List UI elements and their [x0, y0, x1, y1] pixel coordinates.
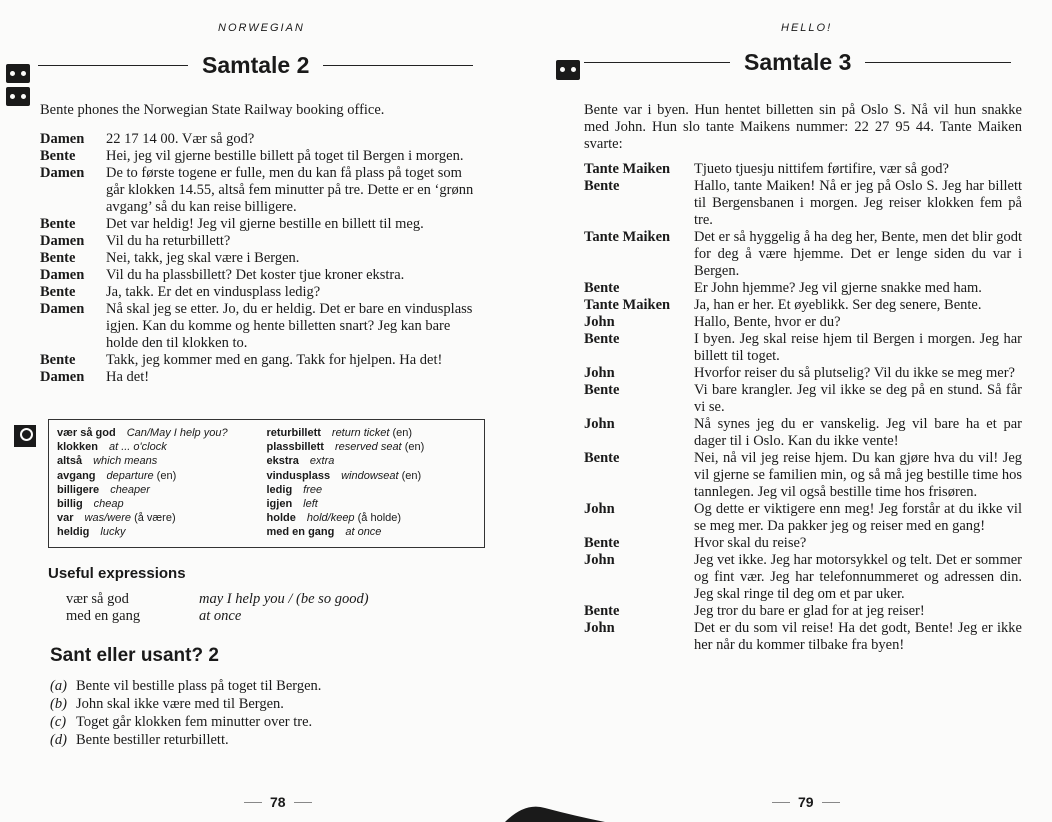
vocab-english: at ... o'clock: [108, 441, 167, 454]
running-head: NORWEGIAN: [218, 22, 305, 34]
dialogue-line: [40, 165, 482, 216]
expression-english: may I help you / (be so good): [199, 591, 369, 607]
expressions-list: [66, 591, 486, 625]
speaker-name: John: [584, 501, 615, 517]
expression-norwegian: vær så god: [66, 591, 129, 607]
title-rule-left: [584, 62, 730, 63]
vocab-grammar-note: (en): [401, 469, 422, 482]
vocabulary-entry: [57, 454, 267, 468]
statement-label: (d): [50, 732, 67, 748]
dialogue-text: Tjueto tjuesju nittifem førtifire, vær så god?: [694, 161, 949, 177]
statement-item: [50, 695, 480, 713]
dialogue-line: [40, 267, 482, 284]
speaker-name: John: [584, 620, 615, 636]
vocabulary-entry: [267, 483, 477, 497]
intro-text: Bente var i byen. Hun hentet billetten sin på Oslo S. Nå vil hun snakke med John. Hun slo tante Maikens nummer: 22 27 95 44. Tante Maiken svarte:: [584, 102, 1022, 152]
vocabulary-entry: [267, 497, 477, 511]
vocab-norwegian: klokken: [57, 441, 98, 454]
statement-text: Bente vil bestille plass på toget til Bergen.: [76, 678, 322, 694]
speaker-name: Bente: [40, 250, 76, 266]
dialogue-text: Nå skal jeg se etter. Jo, du er heldig. Det er bare en vindusplass igjen. Kan du komme og hente billetten snart? Jeg kan bare holde den til klokken to.: [106, 301, 473, 351]
dialogue: [40, 131, 482, 386]
dialogue-line: [584, 365, 1022, 382]
vocab-norwegian: billigere: [57, 483, 100, 496]
speaker-name: Bente: [40, 352, 76, 368]
video-cassette-icon: [6, 87, 30, 106]
vocab-norwegian: med en gang: [266, 526, 335, 539]
speaker-name: Tante Maiken: [584, 229, 671, 245]
expression-row: [66, 608, 486, 625]
vocabulary-entry: [267, 511, 477, 525]
speaker-name: Damen: [40, 267, 85, 283]
dialogue-line: [584, 450, 1022, 501]
dialogue-line: [584, 229, 1022, 280]
dialogue-text: Hvorfor reiser du så plutselig? Vil du ikke se meg mer?: [694, 365, 1015, 381]
dialogue-text: Jeg tror du bare er glad for at jeg reiser!: [694, 603, 925, 619]
dialogue-text: Jeg vet ikke. Jeg har motorsykkel og telt. Det er sommer og fint vær. Jeg har telefonnummeret og adressen din. Jeg skal ringe til deg om et par uker.: [694, 552, 1022, 602]
statements-list: [50, 677, 480, 749]
speaker-name: Bente: [40, 148, 76, 164]
true-false-heading: Sant eller usant? 2: [50, 645, 219, 666]
vocab-norwegian: returbillett: [266, 427, 321, 439]
speaker-name: Damen: [40, 233, 85, 249]
dialogue-text: Vi bare krangler. Jeg vil ikke se deg på en stund. Så får vi se.: [694, 382, 1022, 415]
dialogue-text: Takk, jeg kommer med en gang. Takk for hjelpen. Ha det!: [106, 352, 443, 368]
dialogue-text: Nå synes jeg du er vanskelig. Jeg vil bare ha et par dager til i Oslo. Kan du ikke vente!: [694, 416, 1022, 449]
dialogue-line: [584, 416, 1022, 450]
dialogue-line: [584, 297, 1022, 314]
speaker-name: Bente: [40, 216, 76, 232]
speaker-name: Bente: [584, 382, 620, 398]
audio-cassette-icon: [556, 60, 580, 80]
vocabulary-entry: [57, 483, 267, 497]
vocab-norwegian: ekstra: [266, 455, 299, 468]
vocab-norwegian: vær så god: [57, 427, 116, 439]
speaker-name: Bente: [40, 284, 76, 300]
vocabulary-entry: [57, 469, 267, 483]
vocab-english: Can/May I help you?: [126, 427, 228, 439]
title-row: [38, 52, 478, 79]
speaker-name: John: [584, 314, 615, 330]
title-rule-right: [865, 62, 1011, 63]
vocab-norwegian: vindusplass: [266, 469, 331, 482]
dialogue-text: Nei, takk, jeg skal være i Bergen.: [106, 250, 300, 266]
running-head: HELLO!: [781, 22, 833, 34]
useful-expressions-heading: Useful expressions: [48, 565, 186, 582]
vocab-norwegian: billig: [57, 498, 83, 511]
speaker-name: John: [584, 552, 615, 568]
dialogue-text: Vil du ha returbillett?: [106, 233, 231, 249]
speaker-name: Damen: [40, 369, 85, 385]
speaker-name: Bente: [584, 331, 620, 347]
page-title: Samtale 3: [744, 49, 852, 75]
dialogue-line: [40, 148, 482, 165]
speaker-name: Tante Maiken: [584, 161, 671, 177]
vocab-english: lucky: [100, 526, 126, 539]
vocabulary-entry: [57, 511, 267, 525]
dialogue-line: [584, 314, 1022, 331]
vocabulary-entry: [57, 525, 267, 539]
statement-label: (c): [50, 714, 67, 730]
dialogue-text: Ja, takk. Er det en vindusplass ledig?: [106, 284, 321, 300]
dialogue-text: Hei, jeg vil gjerne bestille billett på toget til Bergen i morgen.: [106, 148, 464, 164]
vocab-english: which means: [93, 455, 158, 468]
speaker-name: Bente: [584, 178, 620, 194]
page-number: [236, 794, 320, 810]
key-icon: [14, 425, 36, 447]
speaker-name: Bente: [584, 535, 620, 551]
vocab-english: cheap: [93, 498, 124, 511]
vocabulary-entry: [267, 440, 477, 454]
dialogue-text: Hallo, Bente, hvor er du?: [694, 314, 841, 330]
dialogue-line: [584, 280, 1022, 297]
vocabulary-entry: [267, 454, 477, 468]
vocab-norwegian: altså: [57, 455, 83, 468]
dialogue-text: Det var heldig! Jeg vil gjerne bestille en billett til meg.: [106, 216, 424, 232]
expression-row: [66, 591, 486, 608]
title-rule-left: [38, 65, 188, 66]
vocab-english: free: [303, 483, 323, 496]
vocabulary-column-left: [57, 426, 267, 541]
dialogue-line: [584, 161, 1022, 178]
dialogue-line: [40, 301, 482, 352]
dialogue-line: [584, 603, 1022, 620]
vocabulary-entry: [267, 426, 477, 440]
vocab-english: left: [303, 498, 318, 511]
vocab-norwegian: avgang: [57, 469, 96, 482]
dialogue-text: Er John hjemme? Jeg vil gjerne snakke med ham.: [694, 280, 982, 296]
dialogue-line: [584, 382, 1022, 416]
vocabulary-entry: [57, 440, 267, 454]
page-number-text: 78: [270, 794, 286, 810]
dialogue-line: [40, 131, 482, 148]
vocab-grammar-note: (en): [404, 441, 425, 454]
vocab-norwegian: var: [57, 512, 74, 525]
dialogue-text: Ha det!: [106, 369, 150, 385]
vocab-english: extra: [309, 455, 335, 468]
vocab-grammar-note: (en): [392, 427, 412, 439]
title-row: [584, 49, 1024, 76]
vocabulary-entry: [57, 426, 267, 440]
speaker-name: Tante Maiken: [584, 297, 671, 313]
vocab-norwegian: igjen: [266, 498, 293, 511]
vocab-norwegian: holde: [266, 512, 296, 525]
expression-english: at once: [199, 608, 242, 624]
spine-shadow: [505, 800, 605, 822]
right-page: [526, 0, 1052, 822]
vocab-english: windowseat: [341, 469, 399, 482]
vocab-norwegian: heldig: [57, 526, 90, 539]
dialogue-line: [584, 331, 1022, 365]
dialogue-text: Det er du som vil reise! Ha det godt, Bente! Jeg er ikke her når du kommer tilbake fra byen!: [694, 620, 1022, 653]
vocabulary-entry: [57, 497, 267, 511]
vocab-english: was/were: [84, 512, 131, 525]
dialogue-line: [40, 352, 482, 369]
vocab-norwegian: ledig: [266, 483, 293, 496]
dialogue-text: Ja, han er her. Et øyeblikk. Ser deg senere, Bente.: [694, 297, 982, 313]
speaker-name: John: [584, 365, 615, 381]
dialogue-text: Det er så hyggelig å ha deg her, Bente, men det blir godt for deg å være hjemme. Det er lenge siden du var i Bergen.: [694, 229, 1022, 279]
dialogue-line: [40, 216, 482, 233]
dialogue-text: I byen. Jeg skal reise hjem til Bergen i morgen. Jeg har billett til toget.: [694, 331, 1022, 364]
statement-item: [50, 677, 480, 695]
page-number: [764, 794, 848, 810]
speaker-name: Bente: [584, 280, 620, 296]
vocab-english: cheaper: [110, 483, 150, 496]
vocabulary-entry: [267, 525, 477, 539]
dialogue-line: [584, 501, 1022, 535]
vocab-english: departure: [106, 469, 154, 482]
dialogue-text: Hallo, tante Maiken! Nå er jeg på Oslo S. Jeg har billett til Bergensbanen i morgen. Jeg reiser klokken fem på tre.: [694, 178, 1022, 228]
dialogue-line: [584, 178, 1022, 229]
dialogue-line: [40, 369, 482, 386]
speaker-name: Damen: [40, 131, 85, 147]
dialogue-line: [584, 535, 1022, 552]
dialogue-text: Hvor skal du reise?: [694, 535, 807, 551]
statement-label: (a): [50, 678, 67, 694]
vocabulary-column-right: [267, 426, 477, 541]
title-rule-right: [323, 65, 473, 66]
dialogue: [584, 161, 1022, 654]
vocab-english: hold/keep: [306, 512, 355, 525]
dialogue-text: 22 17 14 00. Vær så god?: [106, 131, 255, 147]
statement-text: Toget går klokken fem minutter over tre.: [76, 714, 313, 730]
expression-norwegian: med en gang: [66, 608, 141, 624]
statement-text: Bente bestiller returbillett.: [76, 732, 229, 748]
dialogue-text: Nei, nå vil jeg reise hjem. Du kan gjøre hva du vil! Jeg vil gjerne se familien min, og så må jeg bestille time hos tannlegen. Jeg vil også bestille time hos frisøren.: [694, 450, 1022, 500]
vocab-grammar-note: (å være): [134, 512, 176, 525]
speaker-name: Damen: [40, 301, 85, 317]
dialogue-line: [40, 250, 482, 267]
dialogue-text: De to første togene er fulle, men du kan få plass på toget som går klokken 14.55, altså fem minutter på tre. Dette er en ‘grønn avgang’ så du kan reise billigere.: [106, 165, 474, 215]
speaker-name: Damen: [40, 165, 85, 181]
dialogue-text: Vil du ha plassbillett? Det koster tjue kroner ekstra.: [106, 267, 405, 283]
vocabulary-box: [48, 419, 485, 548]
page-title: Samtale 2: [202, 52, 310, 78]
vocab-english: at once: [345, 526, 382, 539]
statement-item: [50, 731, 480, 749]
intro-text: Bente phones the Norwegian State Railway booking office.: [40, 102, 385, 118]
statement-text: John skal ikke være med til Bergen.: [76, 696, 284, 712]
dialogue-line: [40, 284, 482, 301]
vocab-grammar-note: (å holde): [357, 512, 402, 525]
audio-cassette-icon: [6, 64, 30, 83]
vocab-grammar-note: (en): [156, 469, 177, 482]
dialogue-line: [40, 233, 482, 250]
statement-label: (b): [50, 696, 67, 712]
speaker-name: Bente: [584, 450, 620, 466]
speaker-name: John: [584, 416, 615, 432]
statement-item: [50, 713, 480, 731]
page-number-text: 79: [798, 794, 814, 810]
dialogue-text: Og dette er viktigere enn meg! Jeg forstår at du ikke vil se meg mer. Da pakker jeg og reiser med en gang!: [694, 501, 1022, 534]
vocab-english: return ticket: [331, 427, 390, 439]
vocab-english: reserved seat: [334, 441, 402, 454]
vocab-norwegian: plassbillett: [266, 441, 324, 454]
speaker-name: Bente: [584, 603, 620, 619]
dialogue-line: [584, 552, 1022, 603]
vocabulary-entry: [267, 469, 477, 483]
dialogue-line: [584, 620, 1022, 654]
